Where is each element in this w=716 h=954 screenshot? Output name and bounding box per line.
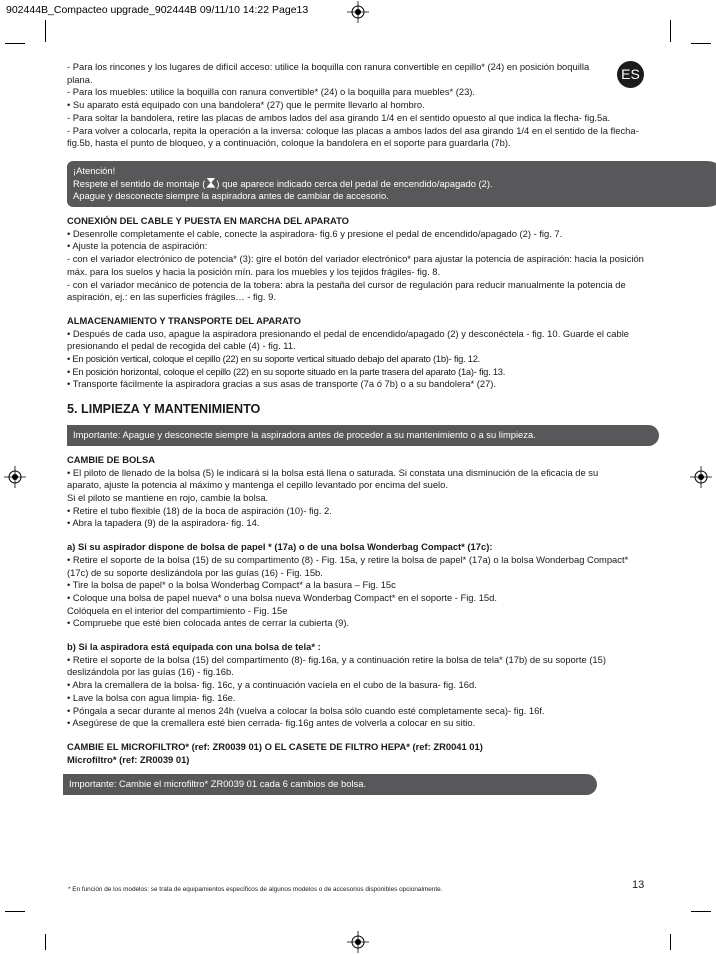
important-box: Importante: Apague y desconecte siempre la aspiradora antes de proceder a su mantenimiento o a su limpieza. — [67, 425, 659, 446]
footnote: * En función de los modelos: se trata de equipamientos específicos de algunos modelos o de accesorios disponibles opcionalmente. — [68, 886, 443, 893]
storage-line: • En posición vertical, coloque el cepillo (22) en su soporte vertical situado debajo del aparato (1b)- fig. 12. — [67, 353, 481, 365]
cable-line: - con el variador mecánico de potencia de la tobera: abra la pestaña del cursor de regulación para reducir manualmente la potencia de aspiración, ej.: en las superficies frágiles… - fig. 9. — [67, 278, 626, 303]
cable-heading: CONEXIÓN DEL CABLE Y PUESTA EN MARCHA DEL APARATO — [67, 215, 349, 227]
filter-subheading: Microfiltro* (ref: ZR0039 01) — [67, 753, 190, 765]
cable-line: - con el variador electrónico de potencia* (3): gire el botón del variador electrónico* para ajustar la potencia de aspiración: hacia la posición máx. para los suelos y hacia la posición mín. para los muebles y los tejidos frágiles- fig. 8. — [67, 253, 644, 277]
language-badge: ES — [617, 61, 644, 88]
cloth-bag-line: • Abra la cremallera de la bolsa- fig. 16c, y a continuación vacíela en el cubo de la basura- fig. 16d. — [67, 679, 477, 691]
bag-line: • Retire el tubo flexible (18) de la boca de aspiración (10)- fig. 2. — [67, 504, 332, 516]
bag-line: • El piloto de llenado de la bolsa (5) le indicará si la bolsa está llena o saturada. Si constata una disminución de la eficacia de su aparato, ajuste la potencia al máximo y mantenga el cepillo levantado por encima del suelo. — [67, 466, 599, 491]
hourglass-icon — [206, 178, 215, 188]
crop-mark — [670, 934, 671, 950]
crop-mark — [45, 934, 46, 950]
section-title: 5. LIMPIEZA Y MANTENIMIENTO — [67, 402, 261, 417]
important-box: Importante: Cambie el microfiltro* ZR0039 01 cada 6 cambios de bolsa. — [63, 774, 597, 795]
paper-bag-line: • Retire el soporte de la bolsa (15) de su compartimento (8) - Fig. 15a, y retire la bolsa de papel* (17a) o la bolsa Wonderbag Compact* (17c) de su soporte deslizándola por las guías (16) - Fig. 15b. — [67, 553, 629, 578]
paper-bag-line: Colóquela en el interior del compartimiento - Fig. 15e — [67, 604, 288, 616]
cloth-bag-line: • Lave la bolsa con agua limpia- fig. 16e. — [67, 691, 236, 703]
bag-line: Si el piloto se mantiene en rojo, cambie la bolsa. — [67, 491, 269, 503]
crop-mark — [5, 43, 25, 44]
crop-mark — [45, 20, 46, 42]
storage-line: • Después de cada uso, apague la aspiradora presionando el pedal de encendido/apagado (2) y desconéctela - fig. 10. Guarde el cable presionando el pedal de recogida del cable (4) - fig. 11. — [67, 327, 630, 352]
cable-line: • Ajuste la potencia de aspiración: — [67, 240, 208, 252]
storage-line: • En posición horizontal, coloque el cepillo (22) en su soporte situado en la parte trasera del aparato (1a)- fig. 13. — [67, 365, 506, 377]
crop-mark — [691, 43, 711, 44]
warning-box — [67, 161, 716, 207]
intro-line: - Para volver a colocarla, repita la operación a la inversa: coloque las placas a ambos lados del asa girando 1/4 en el sentido de la flecha- fig.5b, hasta el punto de bloqueo, y a continuación, coloque la bandolera en el soporte para guardarla (7b). — [67, 124, 639, 149]
page-content — [67, 61, 652, 795]
paper-bag-line: • Coloque una bolsa de papel nueva* o una bolsa nueva Wonderbag Compact* en el soporte - Fig. 15d. — [67, 591, 497, 603]
intro-line: - Para los muebles: utilice la boquilla con ranura convertible* (24) o la boquilla para muebles* (23). — [67, 86, 476, 98]
storage-heading: ALMACENAMIENTO Y TRANSPORTE DEL APARATO — [67, 314, 301, 326]
bag-heading: CAMBIE DE BOLSA — [67, 453, 156, 465]
bag-line: • Abra la tapadera (9) de la aspiradora- fig. 14. — [67, 517, 260, 529]
warning-line: Respete el sentido de montaje ( ) que aparece indicado cerca del pedal de encendido/apagado (2). — [73, 177, 493, 189]
paper-bag-line: • Tire la bolsa de papel* o la bolsa Wonderbag Compact* a la basura – Fig. 15c — [67, 579, 396, 591]
page-number: 13 — [632, 879, 645, 891]
intro-line: • Su aparato está equipado con una bandolera* (27) que le permite llevarlo al hombro. — [67, 99, 425, 111]
registration-mark-icon — [690, 466, 712, 488]
registration-mark-icon — [4, 466, 26, 488]
registration-mark-icon — [347, 931, 369, 953]
cloth-bag-line: • Retire el soporte de la bolsa (15) del compartimento (8)- fig.16a, y a continuación retire la bolsa de tela* (17b) de su soporte (15) deslizándola por las guías (16) - fig.16b. — [67, 653, 606, 678]
cloth-bag-line: • Póngala a secar durante al menos 24h (vuelva a colocar la bolsa sólo cuando esté completamente seca)- fig. 16f. — [67, 704, 545, 716]
paper-bag-line: • Compruebe que esté bien colocada antes de cerrar la cubierta (9). — [67, 617, 350, 629]
storage-line: • Transporte fácilmente la aspiradora gracias a sus asas de transporte (7a ó 7b) o a su bandolera* (27). — [67, 378, 497, 390]
warning-title: ¡Atención! — [73, 164, 116, 176]
crop-mark — [5, 911, 25, 912]
intro-line: - Para los rincones y los lugares de difícil acceso: utilice la boquilla con ranura convertible en cepillo* (24) en posición boquilla plana. — [67, 61, 590, 85]
filter-heading: CAMBIE EL MICROFILTRO* (ref: ZR0039 01) O EL CASETE DE FILTRO HEPA* (ref: ZR0041 01) — [67, 740, 483, 752]
registration-mark-icon — [347, 1, 369, 23]
crop-mark — [670, 20, 671, 42]
intro-line: - Para soltar la bandolera, retire las placas de ambos lados del asa girando 1/4 en el sentido opuesto al que indica la flecha- fig.5a. — [67, 111, 611, 123]
cloth-bag-line: • Asegúrese de que la cremallera esté bien cerrada- fig.16g antes de volverla a colocar en su sitio. — [67, 717, 476, 729]
cloth-bag-heading: b) Si la aspiradora está equipada con una bolsa de tela* : — [67, 641, 321, 653]
warning-line: Apague y desconecte siempre la aspiradora antes de cambiar de accesorio. — [73, 190, 389, 202]
intro-block — [67, 61, 639, 150]
print-slug: 902444B_Compacteo upgrade_902444B 09/11/10 14:22 Page13 — [6, 4, 309, 16]
paper-bag-heading: a) Si su aspirador dispone de bolsa de papel * (17a) o de una bolsa Wonderbag Compact* (17c): — [67, 541, 493, 553]
crop-mark — [691, 911, 711, 912]
cable-line: • Desenrolle completamente el cable, conecte la aspiradora- fig.6 y presione el pedal de encendido/apagado (2) - fig. 7. — [67, 227, 563, 239]
